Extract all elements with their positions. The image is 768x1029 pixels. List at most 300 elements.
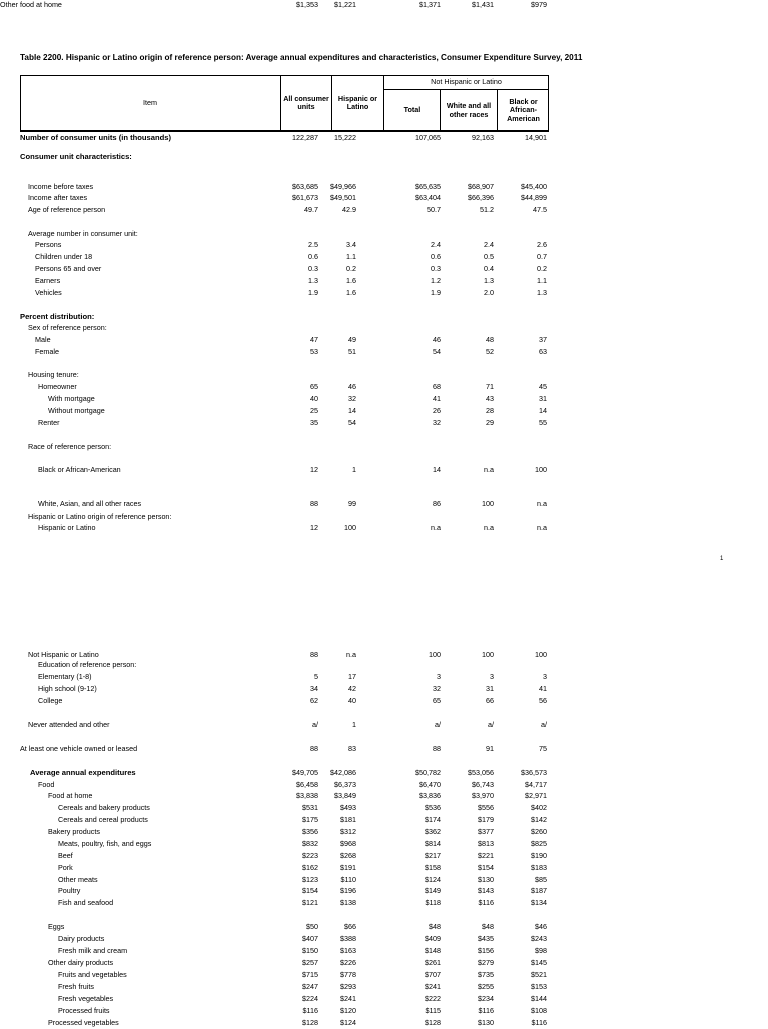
table-row xyxy=(0,994,560,1005)
page-number: 1 xyxy=(720,556,724,562)
row-value: $196 xyxy=(340,886,356,895)
row-value: $536 xyxy=(425,803,441,812)
row-value: 3 xyxy=(543,672,547,681)
row-label: At least one vehicle owned or leased xyxy=(20,744,138,753)
row-value: $222 xyxy=(425,994,441,1003)
row-value: 45 xyxy=(539,382,547,391)
row-value: 14 xyxy=(348,406,356,415)
row-value: $116 xyxy=(478,898,494,907)
row-value: $260 xyxy=(531,827,547,836)
row-value: 3 xyxy=(490,672,494,681)
row-value: $223 xyxy=(302,851,318,860)
row-value: $145 xyxy=(531,958,547,967)
table-row xyxy=(0,744,560,755)
row-value: 0.2 xyxy=(346,264,356,273)
row-value: 3 xyxy=(437,672,441,681)
table-row xyxy=(0,205,560,216)
row-label: Fresh milk and cream xyxy=(58,946,128,955)
row-value: $234 xyxy=(478,994,494,1003)
row-value: 52 xyxy=(486,347,494,356)
table-row xyxy=(0,523,560,534)
row-label: Income after taxes xyxy=(28,193,88,202)
row-value: 0.5 xyxy=(484,252,494,261)
row-value: $187 xyxy=(531,886,547,895)
row-value: $144 xyxy=(531,994,547,1003)
row-value: $190 xyxy=(531,851,547,860)
row-value: $388 xyxy=(340,934,356,943)
row-value: 12 xyxy=(310,465,318,474)
row-value: $124 xyxy=(425,875,441,884)
row-value: $435 xyxy=(478,934,494,943)
row-value: $6,470 xyxy=(419,780,441,789)
row-value: 2.0 xyxy=(484,288,494,297)
row-value: $163 xyxy=(340,946,356,955)
row-label: Beef xyxy=(58,851,73,860)
row-value: $493 xyxy=(340,803,356,812)
row-label: Female xyxy=(35,347,59,356)
row-label: Hispanic or Latino origin of reference person: xyxy=(28,512,172,521)
row-value: 88 xyxy=(310,499,318,508)
table-row xyxy=(0,512,560,523)
row-value: 65 xyxy=(310,382,318,391)
row-value: 14,901 xyxy=(525,133,547,142)
row-value: 66 xyxy=(486,696,494,705)
row-label: Eggs xyxy=(48,922,65,931)
row-value: $3,838 xyxy=(296,791,318,800)
row-value: $148 xyxy=(425,946,441,955)
row-label: Hispanic or Latino xyxy=(38,523,96,532)
row-value: $42,086 xyxy=(330,768,356,777)
row-value: $110 xyxy=(340,875,356,884)
row-value: $979 xyxy=(531,0,547,9)
row-value: 53 xyxy=(310,347,318,356)
row-value: 17 xyxy=(348,672,356,681)
row-value: 5 xyxy=(314,672,318,681)
row-value: 35 xyxy=(310,418,318,427)
row-label: White, Asian, and all other races xyxy=(38,499,142,508)
row-value: 1.6 xyxy=(346,288,356,297)
table-row xyxy=(0,780,560,791)
header-not-hispanic: Not Hispanic or Latino xyxy=(431,76,502,86)
row-value: 40 xyxy=(310,394,318,403)
table-row xyxy=(0,240,560,251)
row-value: 14 xyxy=(433,465,441,474)
row-value: 99 xyxy=(348,499,356,508)
row-value: 100 xyxy=(482,499,494,508)
row-value: 100 xyxy=(429,650,441,659)
row-value: 65 xyxy=(433,696,441,705)
row-value: $3,970 xyxy=(472,791,494,800)
row-value: 41 xyxy=(433,394,441,403)
table-row xyxy=(0,982,560,993)
row-value: $45,400 xyxy=(521,182,547,191)
row-value: 1.3 xyxy=(484,276,494,285)
row-value: 0.3 xyxy=(431,264,441,273)
row-label: Number of consumer units (in thousands) xyxy=(20,133,172,142)
table-row xyxy=(0,182,560,193)
row-value: 0.7 xyxy=(537,252,547,261)
row-label: Not Hispanic or Latino xyxy=(28,650,99,659)
row-label: Sex of reference person: xyxy=(28,323,107,332)
row-value: 62 xyxy=(310,696,318,705)
table-row xyxy=(0,886,560,897)
table-row xyxy=(0,276,560,287)
table-row xyxy=(0,946,560,957)
table-row xyxy=(0,370,560,381)
row-value: n.a xyxy=(537,499,547,508)
row-value: $247 xyxy=(302,982,318,991)
row-label: Vehicles xyxy=(35,288,62,297)
row-value: 41 xyxy=(539,684,547,693)
row-value: 63 xyxy=(539,347,547,356)
row-label: Processed vegetables xyxy=(48,1018,119,1027)
row-value: $53,056 xyxy=(468,768,494,777)
row-value: $312 xyxy=(340,827,356,836)
row-value: 42 xyxy=(348,684,356,693)
row-value: $6,373 xyxy=(334,780,356,789)
row-label: Persons xyxy=(35,240,62,249)
row-value: a/ xyxy=(541,720,547,729)
row-value: 1 xyxy=(352,465,356,474)
row-value: 47.5 xyxy=(533,205,547,214)
row-label: Black or African-American xyxy=(38,465,121,474)
row-value: 1.1 xyxy=(346,252,356,261)
row-value: 86 xyxy=(433,499,441,508)
row-value: $48 xyxy=(429,922,441,931)
row-label: Bakery products xyxy=(48,827,100,836)
table-row xyxy=(0,970,560,981)
row-value: $217 xyxy=(425,851,441,860)
row-label: Age of reference person xyxy=(28,205,106,214)
row-label: Percent distribution: xyxy=(20,312,95,321)
table-row xyxy=(0,442,560,453)
row-value: $46 xyxy=(535,922,547,931)
row-value: 122,287 xyxy=(292,133,318,142)
row-value: 49 xyxy=(348,335,356,344)
table-row xyxy=(0,672,560,683)
row-value: 48 xyxy=(486,335,494,344)
table-row xyxy=(0,499,560,510)
row-label: Without mortgage xyxy=(48,406,105,415)
row-value: 46 xyxy=(348,382,356,391)
row-label: Housing tenure: xyxy=(28,370,79,379)
row-label: Male xyxy=(35,335,51,344)
row-value: $65,635 xyxy=(415,182,441,191)
table-row xyxy=(0,335,560,346)
table-row xyxy=(0,133,560,144)
row-value: $3,849 xyxy=(334,791,356,800)
header-hispanic: Hispanic or Latino xyxy=(337,93,378,111)
row-value: $356 xyxy=(302,827,318,836)
row-value: 71 xyxy=(486,382,494,391)
table-row xyxy=(0,465,560,476)
table-row xyxy=(0,660,560,671)
row-label: Average number in consumer unit: xyxy=(28,229,138,238)
row-label: Processed fruits xyxy=(58,1006,110,1015)
header-white: White and all other races xyxy=(446,101,492,119)
row-value: 1.9 xyxy=(308,288,318,297)
row-value: 92,163 xyxy=(472,133,494,142)
table-row xyxy=(0,394,560,405)
row-value: $143 xyxy=(478,886,494,895)
row-value: $108 xyxy=(531,1006,547,1015)
row-value: a/ xyxy=(488,720,494,729)
table-row xyxy=(0,815,560,826)
table-row xyxy=(0,768,560,779)
row-value: 68 xyxy=(433,382,441,391)
table-row xyxy=(0,193,560,204)
row-value: $1,431 xyxy=(472,0,494,9)
row-value: $162 xyxy=(302,863,318,872)
row-value: $149 xyxy=(425,886,441,895)
table-row xyxy=(0,934,560,945)
row-value: $402 xyxy=(531,803,547,812)
row-value: 51 xyxy=(348,347,356,356)
row-value: 83 xyxy=(348,744,356,753)
table-row xyxy=(0,288,560,299)
row-value: 0.6 xyxy=(431,252,441,261)
row-value: 29 xyxy=(486,418,494,427)
row-value: $968 xyxy=(340,839,356,848)
row-label: Other meats xyxy=(58,875,98,884)
row-value: 46 xyxy=(433,335,441,344)
row-value: $116 xyxy=(531,1018,547,1027)
row-value: $257 xyxy=(302,958,318,967)
header-all-consumer-units: All consumer units xyxy=(283,93,329,111)
row-value: 28 xyxy=(486,406,494,415)
row-value: 32 xyxy=(433,418,441,427)
row-value: $191 xyxy=(340,863,356,872)
row-value: 100 xyxy=(344,523,356,532)
row-value: $778 xyxy=(340,970,356,979)
row-value: $377 xyxy=(478,827,494,836)
row-value: 25 xyxy=(310,406,318,415)
row-value: $6,743 xyxy=(472,780,494,789)
table-row xyxy=(0,1006,560,1017)
row-value: $293 xyxy=(340,982,356,991)
table-row xyxy=(0,684,560,695)
row-value: 54 xyxy=(433,347,441,356)
row-value: a/ xyxy=(312,720,318,729)
row-label: Education of reference person: xyxy=(38,660,137,669)
row-label: Income before taxes xyxy=(28,182,94,191)
table-row xyxy=(0,347,560,358)
row-value: 1.2 xyxy=(431,276,441,285)
row-value: 100 xyxy=(535,465,547,474)
row-value: $6,458 xyxy=(296,780,318,789)
row-value: 100 xyxy=(535,650,547,659)
row-value: $832 xyxy=(302,839,318,848)
row-value: $44,899 xyxy=(521,193,547,202)
row-value: $85 xyxy=(535,875,547,884)
row-value: 55 xyxy=(539,418,547,427)
row-value: $221 xyxy=(478,851,494,860)
row-value: $98 xyxy=(535,946,547,955)
row-value: 49.7 xyxy=(304,205,318,214)
row-value: $181 xyxy=(340,815,356,824)
row-label: Cereals and bakery products xyxy=(58,803,150,812)
row-value: $150 xyxy=(302,946,318,955)
row-value: $813 xyxy=(478,839,494,848)
row-value: 0.2 xyxy=(537,264,547,273)
row-value: 31 xyxy=(539,394,547,403)
row-value: 3.4 xyxy=(346,240,356,249)
row-value: 31 xyxy=(486,684,494,693)
header-black: Black or African-American xyxy=(507,97,540,123)
row-value: $115 xyxy=(425,1006,441,1015)
row-value: n.a xyxy=(484,523,494,532)
row-label: Average annual expenditures xyxy=(30,768,136,777)
row-value: $63,404 xyxy=(415,193,441,202)
row-value: $825 xyxy=(531,839,547,848)
row-label: Renter xyxy=(38,418,60,427)
row-value: $130 xyxy=(478,1018,494,1027)
row-label: Other food at home xyxy=(0,0,62,9)
row-value: $175 xyxy=(302,815,318,824)
row-value: 47 xyxy=(310,335,318,344)
table-row xyxy=(0,229,560,240)
row-value: 32 xyxy=(348,394,356,403)
row-value: $154 xyxy=(302,886,318,895)
row-value: 2.5 xyxy=(308,240,318,249)
row-value: n.a xyxy=(537,523,547,532)
row-value: 1.6 xyxy=(346,276,356,285)
row-value: 1 xyxy=(352,720,356,729)
row-value: $121 xyxy=(302,898,318,907)
row-value: $120 xyxy=(340,1006,356,1015)
row-value: $261 xyxy=(425,958,441,967)
table-row xyxy=(0,958,560,969)
row-value: 0.4 xyxy=(484,264,494,273)
row-value: $156 xyxy=(478,946,494,955)
row-label: Food at home xyxy=(48,791,93,800)
row-value: 56 xyxy=(539,696,547,705)
row-value: $118 xyxy=(425,898,441,907)
row-value: 42.9 xyxy=(342,205,356,214)
row-value: $50 xyxy=(306,922,318,931)
row-value: $707 xyxy=(425,970,441,979)
row-value: $130 xyxy=(478,875,494,884)
row-value: $1,221 xyxy=(334,0,356,9)
table-row xyxy=(0,839,560,850)
table-row xyxy=(0,312,560,323)
row-value: 26 xyxy=(433,406,441,415)
row-value: $814 xyxy=(425,839,441,848)
row-value: $241 xyxy=(340,994,356,1003)
table-row xyxy=(0,863,560,874)
row-value: a/ xyxy=(435,720,441,729)
row-label: Elementary (1-8) xyxy=(38,672,92,681)
table-row xyxy=(0,323,560,334)
row-value: $142 xyxy=(531,815,547,824)
table-row xyxy=(0,851,560,862)
row-value: $61,673 xyxy=(292,193,318,202)
table-row xyxy=(0,791,560,802)
table-row xyxy=(0,418,560,429)
row-value: $4,717 xyxy=(525,780,547,789)
row-value: 88 xyxy=(433,744,441,753)
row-value: $268 xyxy=(340,851,356,860)
row-value: 1.9 xyxy=(431,288,441,297)
row-value: $66 xyxy=(344,922,356,931)
row-value: n.a xyxy=(484,465,494,474)
row-value: $226 xyxy=(340,958,356,967)
row-label: Fresh vegetables xyxy=(58,994,114,1003)
row-value: $50,782 xyxy=(415,768,441,777)
table-row xyxy=(0,922,560,933)
table-row xyxy=(0,0,560,11)
row-label: College xyxy=(38,696,63,705)
row-value: 2.6 xyxy=(537,240,547,249)
table-row xyxy=(0,827,560,838)
table-row xyxy=(0,696,560,707)
row-value: $279 xyxy=(478,958,494,967)
row-value: 34 xyxy=(310,684,318,693)
table-row xyxy=(0,875,560,886)
row-value: $174 xyxy=(425,815,441,824)
row-label: Dairy products xyxy=(58,934,105,943)
row-value: 1.3 xyxy=(308,276,318,285)
row-value: $36,573 xyxy=(521,768,547,777)
row-label: Persons 65 and over xyxy=(35,264,102,273)
row-label: Other dairy products xyxy=(48,958,114,967)
row-value: 37 xyxy=(539,335,547,344)
row-value: $362 xyxy=(425,827,441,836)
row-value: 40 xyxy=(348,696,356,705)
row-value: 50.7 xyxy=(427,205,441,214)
row-value: 43 xyxy=(486,394,494,403)
row-value: 2.4 xyxy=(431,240,441,249)
row-value: $715 xyxy=(302,970,318,979)
row-value: $116 xyxy=(302,1006,318,1015)
row-label: Homeowner xyxy=(38,382,77,391)
row-value: $521 xyxy=(531,970,547,979)
row-value: 0.6 xyxy=(308,252,318,261)
row-value: $556 xyxy=(478,803,494,812)
row-value: 2.4 xyxy=(484,240,494,249)
row-value: $2,971 xyxy=(525,791,547,800)
table-row xyxy=(0,720,560,731)
row-value: $68,907 xyxy=(468,182,494,191)
row-label: High school (9-12) xyxy=(38,684,97,693)
table-row xyxy=(0,264,560,275)
row-value: $128 xyxy=(425,1018,441,1027)
row-value: 88 xyxy=(310,650,318,659)
row-value: 1.1 xyxy=(537,276,547,285)
row-value: $1,371 xyxy=(419,0,441,9)
row-label: Fruits and vegetables xyxy=(58,970,127,979)
row-value: $49,501 xyxy=(330,193,356,202)
row-value: $531 xyxy=(302,803,318,812)
row-value: $3,836 xyxy=(419,791,441,800)
row-value: $123 xyxy=(302,875,318,884)
row-label: With mortgage xyxy=(48,394,95,403)
row-value: $66,396 xyxy=(468,193,494,202)
row-value: $224 xyxy=(302,994,318,1003)
row-value: $158 xyxy=(425,863,441,872)
row-label: Meats, poultry, fish, and eggs xyxy=(58,839,152,848)
table-row xyxy=(0,382,560,393)
table-row xyxy=(0,898,560,909)
row-value: $735 xyxy=(478,970,494,979)
row-value: $255 xyxy=(478,982,494,991)
row-value: $138 xyxy=(340,898,356,907)
row-value: n.a xyxy=(431,523,441,532)
row-value: $183 xyxy=(531,863,547,872)
row-value: 32 xyxy=(433,684,441,693)
row-value: $116 xyxy=(478,1006,494,1015)
row-value: 0.3 xyxy=(308,264,318,273)
